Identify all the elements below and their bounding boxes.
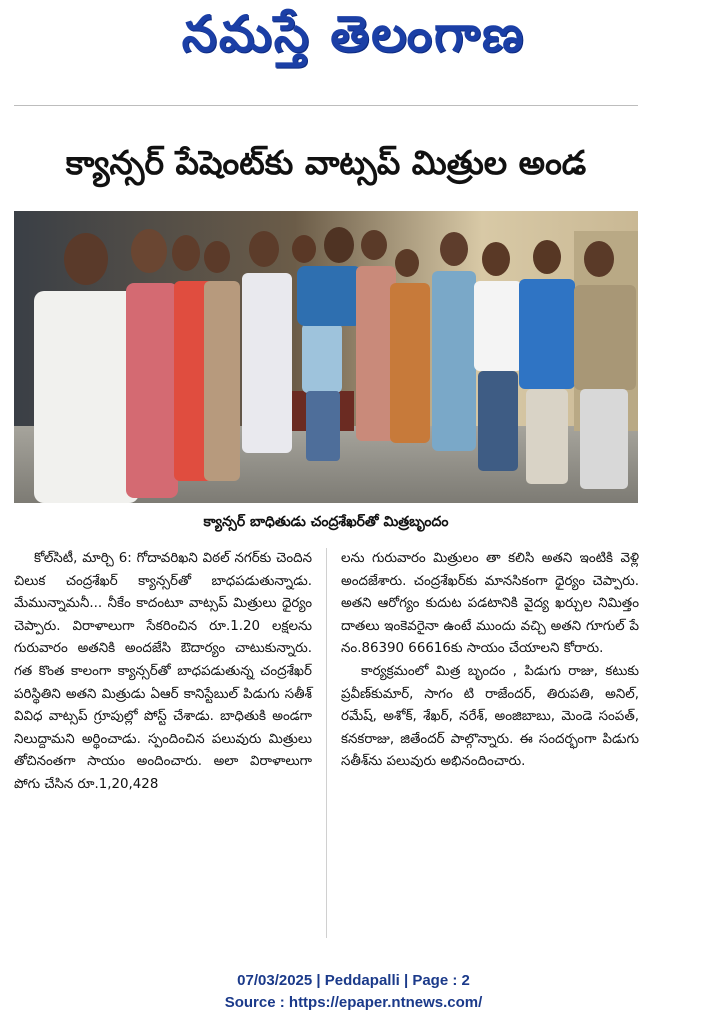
group-photo-illustration — [14, 211, 638, 503]
article-paragraph: కోల్‌సిటీ, మార్చి 6: గోదావరిఖని విఠల్ నగర్‌కు చెందిన చిలుక చంద్రశేఖర్ క్యాన్సర్‌తో బాధపడుతున్నాడు. మేమున్నామనీ... నీకేం కాదంటూ వాట్సప్ మిత్రులు ధైర్యం చెప్పారు. విరాళాలుగా సేకరించిన రూ.1.20 లక్షలను గురువారం అతనికి అందజేసి ఔదార్యం చాటుకున్నారు. గత కొంత కాలంగా క్యాన్సర్‌తో బాధపడుతున్న చంద్రశేఖర్ పరిస్థితిని అతని మిత్రుడు ఏఆర్ కానిస్టేబుల్ పిడుగు సతీశ్ వివిధ వాట్సప్ గ్రూపుల్లో పోస్ట్ చేశాడు. బాధితుకి అండగా నిలుద్దామని అర్థించాడు. స్పందించిన పలువురు మిత్రులు తోచినంతగా సాయం అందించారు. అలా విరాళాలుగా పోగు చేసిన రూ.1,20,428 — [14, 551, 312, 792]
article-paragraph: లను గురువారం మిత్రులం తా కలిసి అతని ఇంటికి వెళ్లి అందజేశారు. చంద్రశేఖర్‌కు మానసికంగా ధైర్యం చెప్పారు. అతని ఆరోగ్యం కుదుట పడటానికి వైద్య ఖర్చుల నిమిత్తం దాతలు ఇంకెవరైనా ఉంటే ముందు వచ్చి అతని గూగుల్ పే నం.86390 66616కు సాయం చేయాలని కోరారు. — [341, 551, 639, 657]
footer-source: Source : https://epaper.ntnews.com/ — [224, 994, 483, 1011]
article-headline: క్యాన్సర్ పేషెంట్‌కు వాట్సప్ మిత్రుల అండ — [65, 143, 587, 182]
masthead-logo: నమస్తే తెలంగాణ — [181, 4, 526, 63]
masthead — [0, 0, 707, 80]
column-divider — [326, 548, 327, 938]
article-column-left — [14, 548, 312, 797]
photo-caption: క్యాన్సర్ బాధితుడు చంద్రశేఖర్‌తో మిత్రబృందం — [203, 514, 449, 530]
footer-date-edition: 07/03/2025 | Peddapalli | Page : 2 — [237, 972, 470, 989]
top-rule — [14, 105, 638, 106]
group-photo — [14, 211, 638, 503]
article-paragraph: కార్యక్రమంలో మిత్ర బృందం , పిడుగు రాజు, కటుకు ప్రవీణ్‌కుమార్, సాగం టి రాజేందర్, తిరుపతి, అనిల్, రమేష్, అశోక్, శేఖర్, నరేశ్, అంజిబాబు, మెండె సంపత్, కనకరాజు, జితేందర్ పాల్గొన్నారు. ఈ సందర్భంగా పిడుగు సతీశ్‌ను పలువురు అభినందించారు. — [341, 663, 639, 770]
article-column-right — [341, 548, 639, 774]
